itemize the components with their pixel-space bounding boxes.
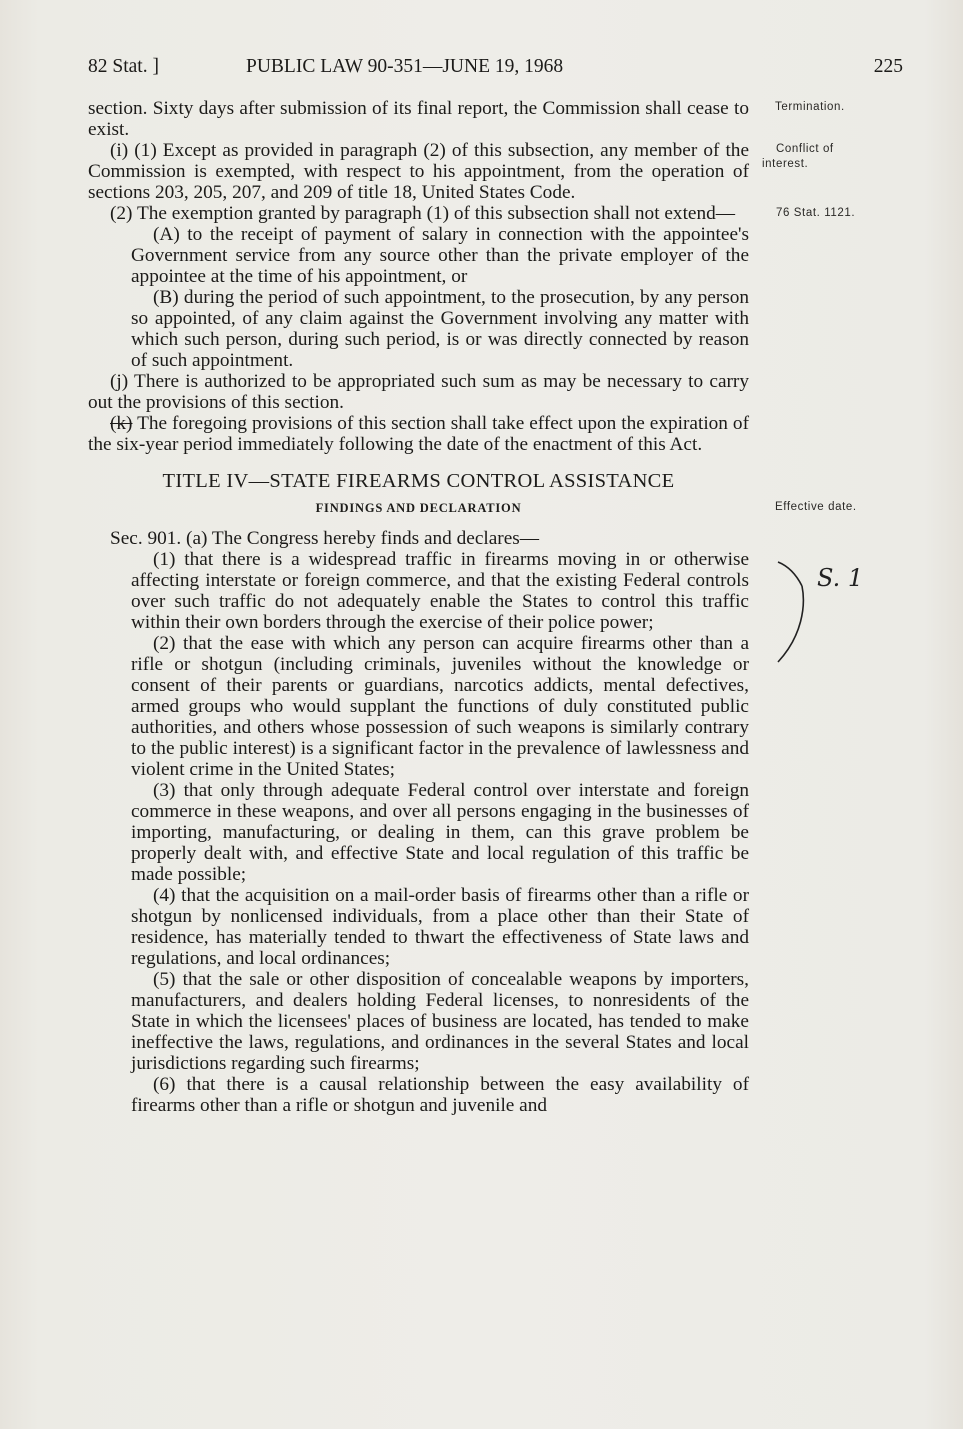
- finding-item: (1) that there is a widespread traffic in firearms moving in or otherwise affecting interstate or foreign commerce, and that the existing Federal controls over such traffic do not adequately enable the States to control this traffic within their own borders through the exercise of their police power;: [131, 549, 749, 633]
- paragraph-j: (j) There is authorized to be appropriated such sum as may be necessary to carry out the provisions of this section.: [88, 371, 749, 413]
- handwritten-annotation: [776, 556, 864, 666]
- paragraph-i-2: (2) The exemption granted by paragraph (1) of this subsection shall not extend—: [110, 203, 736, 224]
- margin-note-conflict-line1: Conflict of: [776, 143, 834, 155]
- paragraph-i-2-b: (B) during the period of such appointment, to the prosecution, by any person so appointed, of any claim against the Government involving any matter with which such person, during such period, is or was directly connected by reason of such appointment.: [131, 287, 749, 371]
- handwritten-mark: S. 1: [817, 564, 864, 592]
- finding-item: (2) that the ease with which any person can acquire firearms other than a rifle or shotgun (including criminals, juveniles without the knowledge or consent of their parents or guardians, narcotics addicts, mental defectives, armed groups who would supplant the functions of duly constituted public authorities, and others whose possession of such weapons is similarly contrary to the public interest) is a significant factor in the prevalence of lawlessness and violent crime in the United States;: [131, 633, 749, 780]
- finding-item: (5) that the sale or other disposition of concealable weapons by importers, manufacturers, and dealers holding Federal licenses, to nonresidents of the State in which the licensees' places of business are located, has tended to make ineffective the laws, regulations, and ordinances in the several States and local jurisdictions regarding such firearms;: [131, 969, 749, 1074]
- page-number: 225: [873, 56, 903, 77]
- margin-note-conflict-line2: interest.: [762, 158, 809, 170]
- section-901-intro: Sec. 901. (a) The Congress hereby finds and declares—: [110, 528, 540, 549]
- statute-volume: 82 Stat. ]: [88, 56, 159, 77]
- finding-item: (3) that only through adequate Federal control over interstate and foreign commerce in these weapons, and over all persons engaging in the businesses of importing, manufacturing, or dealing in them, can this grave problem be properly dealt with, and effective State and local regulation of this traffic be made possible;: [131, 780, 749, 885]
- finding-item: (4) that the acquisition on a mail-order basis of firearms other than a rifle or shotgun by nonlicensed individuals, from a place other than their State of residence, has materially tended to thwart the effectiveness of State laws and regulations, and local ordinances;: [131, 885, 749, 969]
- running-head: [88, 56, 903, 82]
- title-heading: TITLE IV—STATE FIREARMS CONTROL ASSISTANCE: [162, 470, 675, 492]
- margin-note-stat-reference: 76 Stat. 1121.: [776, 207, 856, 219]
- paragraph-termination: section. Sixty days after submission of its final report, the Commission shall cease to exist.: [88, 98, 749, 140]
- law-title: PUBLIC LAW 90-351—JUNE 19, 1968: [246, 56, 564, 77]
- margin-note-effective-date: Effective date.: [775, 501, 857, 513]
- paragraph-i-2-a: (A) to the receipt of payment of salary in connection with the appointee's Government service from any source other than the private employer of the appointee at the time of his appointment, or: [131, 224, 749, 287]
- body-text: [88, 98, 749, 1116]
- paragraph-k-text: The foregoing provisions of this section shall take effect upon the expiration of the six-year period immediately following the date of the enactment of this Act.: [88, 413, 749, 455]
- section-heading: FINDINGS AND DECLARATION: [315, 501, 522, 515]
- finding-item: (6) that there is a causal relationship between the easy availability of firearms other than a rifle or shotgun and juvenile and: [131, 1074, 749, 1116]
- paragraph-i-1: (i) (1) Except as provided in paragraph (2) of this subsection, any member of the Commission is exempted, with respect to his appointment, from the operation of sections 203, 205, 207, and 209 of title 18, United States Code.: [88, 140, 749, 203]
- paragraph-k: [88, 413, 749, 455]
- paragraph-k-mark: (k): [110, 413, 133, 434]
- margin-note-termination: Termination.: [775, 101, 845, 113]
